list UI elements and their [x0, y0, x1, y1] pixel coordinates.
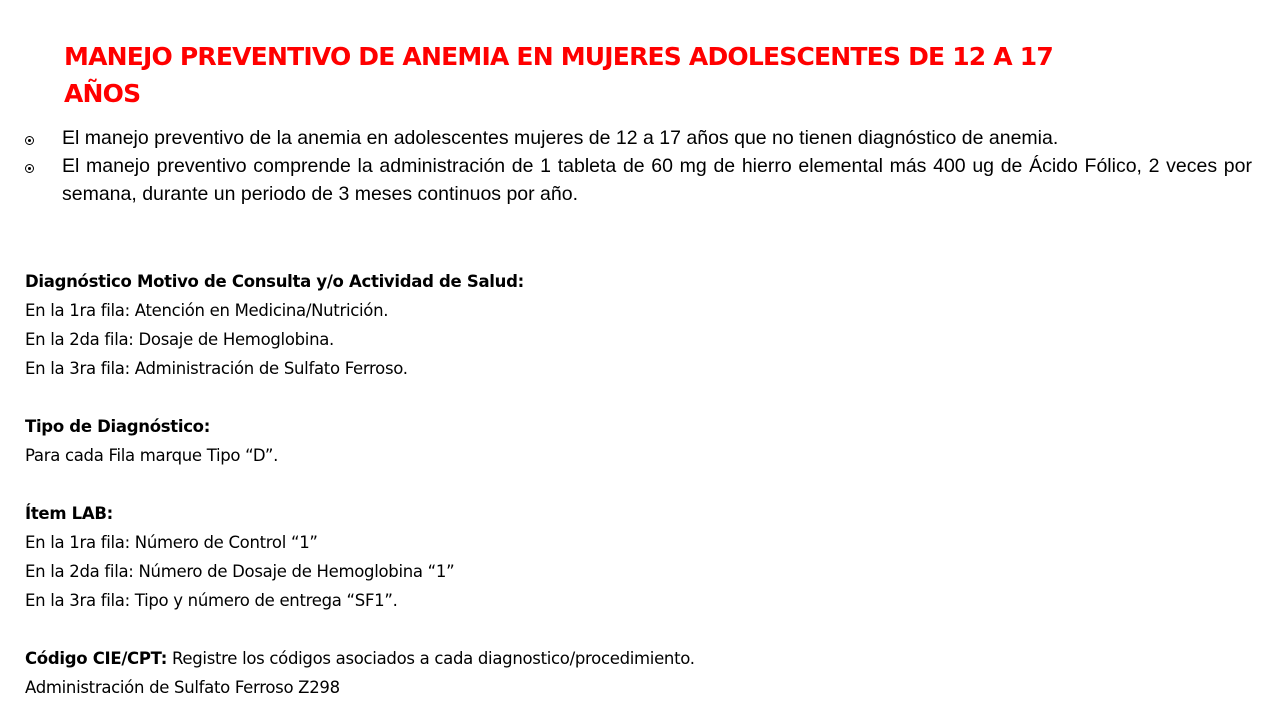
spacer [25, 615, 1255, 644]
spacer [25, 383, 1255, 412]
tipo-line: Para cada Fila marque Tipo “D”. [25, 446, 279, 465]
instructions-block [25, 267, 1255, 702]
codigo-detail: Administración de Sulfato Ferroso Z298 [25, 678, 340, 697]
item-lab-line: En la 3ra fila: Tipo y número de entrega “SF1”. [25, 591, 398, 610]
bullet-item [22, 152, 1252, 208]
codigo-line [25, 644, 1255, 673]
item-lab-line: En la 2da fila: Número de Dosaje de Hemoglobina “1” [25, 562, 455, 581]
spacer [25, 470, 1255, 499]
bullet-text: El manejo preventivo comprende la administración de 1 tableta de 60 mg de hierro elemental más 400 ug de Ácido Fólico, 2 veces por semana, durante un periodo de 3 meses continuos por año. [62, 155, 1252, 205]
bullet-text: El manejo preventivo de la anemia en adolescentes mujeres de 12 a 17 años que no tienen diagnóstico de anemia. [62, 127, 1059, 149]
diagnostico-heading: Diagnóstico Motivo de Consulta y/o Actividad de Salud: [25, 272, 524, 291]
page-title: MANEJO PREVENTIVO DE ANEMIA EN MUJERES ADOLESCENTES DE 12 A 17 AÑOS [64, 42, 1053, 108]
bullet-icon [25, 164, 34, 173]
diagnostico-line: En la 2da fila: Dosaje de Hemoglobina. [25, 330, 334, 349]
item-lab-line: En la 1ra fila: Número de Control “1” [25, 533, 318, 552]
bullet-item [22, 124, 1252, 152]
diagnostico-line: En la 1ra fila: Atención en Medicina/Nutrición. [25, 301, 389, 320]
tipo-heading: Tipo de Diagnóstico: [25, 417, 211, 436]
codigo-text: Registre los códigos asociados a cada diagnostico/procedimiento. [167, 649, 695, 668]
item-lab-heading: Ítem LAB: [25, 504, 113, 523]
diagnostico-line: En la 3ra fila: Administración de Sulfato Ferroso. [25, 359, 408, 378]
bullet-list [22, 124, 1252, 208]
bullet-icon [25, 136, 34, 145]
codigo-heading: Código CIE/CPT: [25, 649, 168, 668]
